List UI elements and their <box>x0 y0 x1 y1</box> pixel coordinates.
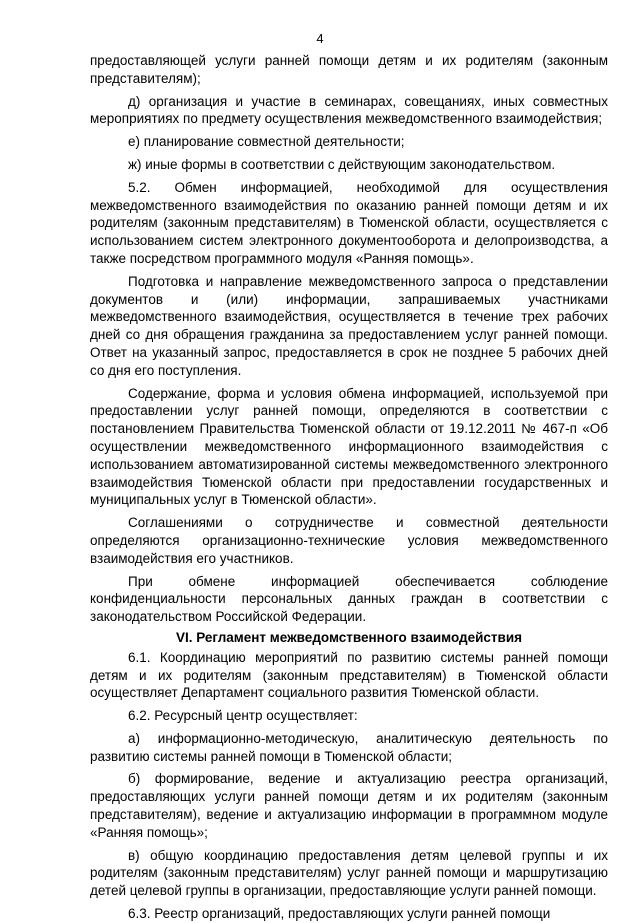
paragraph: Подготовка и направление межведомственного запроса о представлении документов и (или) информации, запрашиваемых участниками межведомственного взаимодействия, осуществляется в течение трех рабочих дней со дня обращения гражданина за предоставлением услуг ранней помощи. Ответ на указанный запрос, предоставляется в срок не позднее 5 рабочих дней со дня его поступления. <box>90 273 608 378</box>
paragraph: 6.3. Реестр организаций, предоставляющих услуги ранней помощи <box>128 906 551 922</box>
paragraph: предоставляющей услуги ранней помощи детям и их родителям (законным представителям); <box>90 53 608 86</box>
section-heading: VI. Регламент межведомственного взаимодействия <box>175 629 522 645</box>
paragraph: 6.1. Координацию мероприятий по развитию системы ранней помощи детям и их родителям (законным представителям) в Тюменской области осуществляет Департамент социального развития Тюменской области. <box>90 649 608 701</box>
paragraph: ж) иные формы в соответствии с действующим законодательством. <box>128 156 556 172</box>
paragraph: а) информационно-методическую, аналитическую деятельность по развитию системы ранней помощи в Тюменской области; <box>90 730 608 764</box>
paragraph: е) планирование совместной деятельности; <box>128 134 405 150</box>
paragraph: в) общую координацию предоставления детям целевой группы и их родителям (законным представителям) услуг ранней помощи и маршрутизацию детей целевой группы в организации, предоставляющие услуги ранней помощи. <box>90 847 608 899</box>
paragraph: Содержание, форма и условия обмена информацией, используемой при предоставлении услуг ранней помощи, определяются в соответствии с постановлением Правительства Тюменской области от 19.12.2011 № 467-п «Об осуществлении межведомственного информационного взаимодействия с использованием автоматизированной системы межведомственного электронного взаимодействия Тюменской области при предоставлении государственных и муниципальных услуг в Тюменской области». <box>90 385 608 508</box>
paragraph: При обмене информацией обеспечивается соблюдение конфиденциальности персональных данных граждан в соответствии с законодательством Российской Федерации. <box>90 573 608 625</box>
paragraph: Соглашениями о сотрудничестве и совместной деятельности определяются организационно-технические условия межведомственного взаимодействия его участников. <box>90 515 608 566</box>
page-number: 4 <box>316 31 324 46</box>
paragraph: б) формирование, ведение и актуализацию реестра организаций, предоставляющих услуги ранней помощи детям и их родителям (законным представителям), ведение и актуализацию информации в программном модуле «Ранняя помощь»; <box>90 771 608 840</box>
paragraph: д) организация и участие в семинарах, совещаниях, иных совместных мероприятиях по предмету осуществления межведомственного взаимодействия; <box>90 93 608 127</box>
paragraph: 6.2. Ресурсный центр осуществляет: <box>128 708 358 724</box>
document-body <box>90 52 608 923</box>
paragraph: 5.2. Обмен информацией, необходимой для осуществления межведомственного взаимодействия по оказанию ранней помощи детям и их родителям (законным представителям) в Тюменской области, осуществляется с использованием систем электронного документооборота и делопроизводства, а также посредством программного модуля «Ранняя помощь». <box>90 179 608 266</box>
